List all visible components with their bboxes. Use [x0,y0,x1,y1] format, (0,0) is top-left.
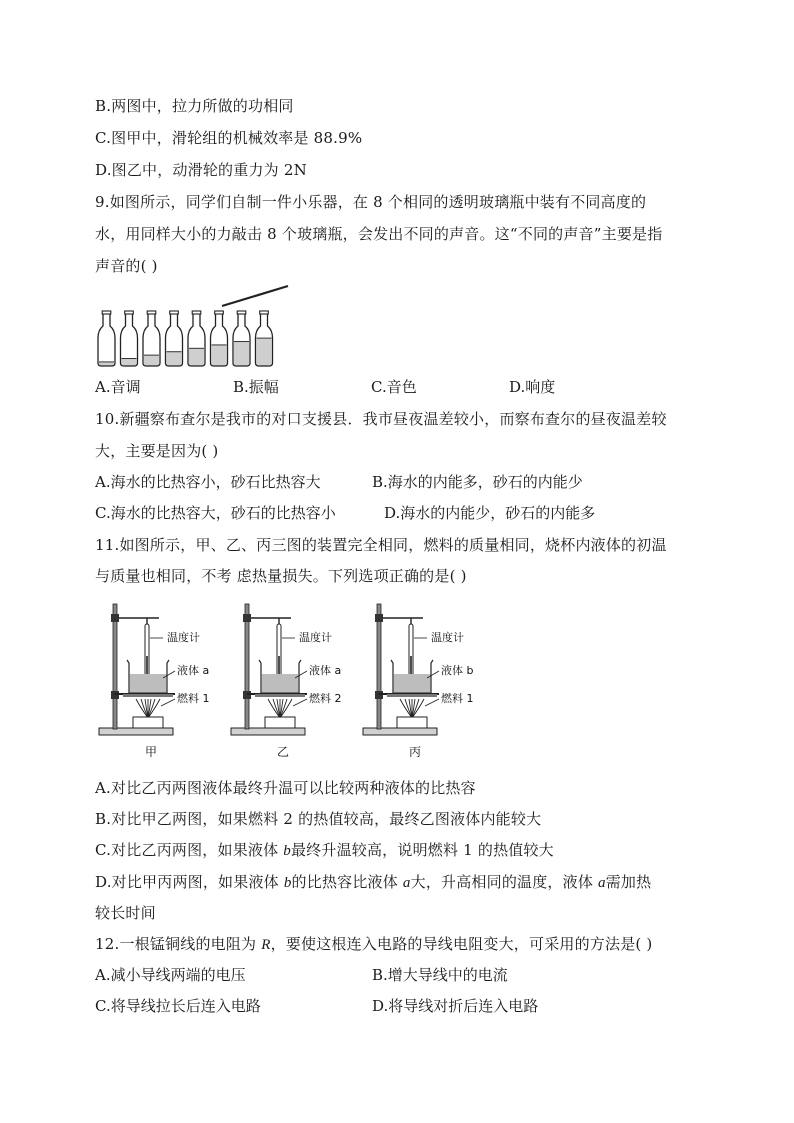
glass-bottle [256,311,273,366]
fuel-label: 燃料 1 [441,692,474,705]
bottle-lip [102,311,111,314]
q11-stem-line1: 11.如图所示，甲、乙、丙三图的装置完全相同，燃料的质量相同，烧杯内液体的初温 [95,536,667,554]
stand-pole [245,604,249,729]
wire-gauze [255,694,305,697]
q9-stem-line1: 9.如图所示，同学们自制一件小乐器，在 8 个相同的透明玻璃瓶中装有不同高度的 [95,193,647,211]
glass-bottle [188,311,205,366]
bottle-lip [237,311,246,314]
bottle-water [234,342,249,366]
fuel-burner [133,717,163,728]
clamp-boss [243,614,251,622]
q12-option-b: B.增大导线中的电流 [372,966,508,984]
q9-stem-line2: 水，用同样大小的力敲击 8 个玻璃瓶，会发出不同的声音。这“不同的声音”主要是指 [95,225,663,243]
bottle-lip [215,311,224,314]
q11-option-d: D.对比甲丙两图，如果液体 b的比热容比液体 a大，升高相同的温度，液体 a需加热 [95,873,652,891]
q10-stem-line2: 大，主要是因为( ) [95,442,219,460]
flame-icon [136,699,160,718]
bottle-water [257,338,272,366]
bottle-lip [170,311,179,314]
bottle-lip [192,311,201,314]
beaker-liquid [394,674,431,692]
q9-option-c: C.音色 [371,378,417,396]
stand-pole [377,604,381,729]
q8-option-c: C.图甲中，滑轮组的机械效率是 88.9% [95,129,363,147]
q8-option-b: B.两图中，拉力所做的功相同 [95,97,294,115]
q10-option-c: C.海水的比热容大，砂石的比热容小 [95,504,336,522]
q10-option-a: A.海水的比热容小，砂石比热容大 [95,473,321,491]
beaker-liquid [130,674,167,692]
q12-stem: 12.一根锰铜线的电阻为 R，要使这根连入电路的导线电阻变大，可采用的方法是( ) [95,935,653,953]
glass-bottle [233,311,250,366]
q11-option-d-continued: 较长时间 [95,904,156,922]
figure-caption: 丙 [409,745,422,759]
figure-caption: 乙 [277,745,290,759]
liquid-label: 液体 b [441,664,474,677]
heating-apparatus [99,604,210,759]
fuel-label: 燃料 2 [309,692,342,705]
q9-stem-line3: 声音的( ) [95,257,158,275]
striking-rod [222,286,288,306]
bottle-water [167,352,182,366]
clamp-boss [111,614,119,622]
bottle-water [189,348,204,366]
glass-bottle [166,311,183,366]
q12-option-a: A.减小导线两端的电压 [95,966,246,984]
thermometer-label: 温度计 [167,631,200,644]
figure-caption: 甲 [145,745,158,759]
q9-option-a: A.音调 [95,378,141,396]
q11-stem-line2: 与质量也相同，不考 虑热量损失。下列选项正确的是( ) [95,567,467,585]
bottle-water [144,355,159,366]
q10-stem-line1: 10.新疆察布查尔是我市的对口支援县．我市昼夜温差较小，而察布查尔的昼夜温差较 [95,410,667,428]
bottle-water [212,345,227,366]
bottle-lip [125,311,134,314]
beaker-liquid [262,674,299,692]
bottle-water [122,359,137,366]
thermometer-label: 温度计 [431,631,464,644]
glass-bottle [211,311,228,366]
liquid-label: 液体 a [309,664,342,677]
bottle-lip [147,311,156,314]
flame-icon [400,699,424,718]
q11-apparatus-figures [95,598,495,768]
flame-icon [268,699,292,718]
q12-option-c: C.将导线拉长后连入电路 [95,997,261,1015]
glass-bottle [121,311,138,366]
fuel-burner [265,717,295,728]
wire-gauze [123,694,173,697]
stand-base [363,728,437,735]
stand-base [99,728,173,735]
q9-bottles-figure [90,280,300,372]
q11-option-a: A.对比乙丙两图液体最终升温可以比较两种液体的比热容 [95,779,476,797]
bottle-outline [98,314,115,366]
thermometer-label: 温度计 [299,631,332,644]
liquid-label: 液体 a [177,664,210,677]
glass-bottle [143,311,160,366]
heating-apparatus [231,604,342,759]
q10-option-d: D.海水的内能少，砂石的内能多 [384,504,596,522]
q9-option-d: D.响度 [509,378,556,396]
q11-option-b: B.对比甲乙两图，如果燃料 2 的热值较高，最终乙图液体内能较大 [95,810,542,828]
clamp-boss [375,614,383,622]
fuel-label: 燃料 1 [177,692,210,705]
glass-bottle [98,311,115,366]
q8-option-d: D.图乙中，动滑轮的重力为 2N [95,161,307,179]
bottle-lip [260,311,269,314]
q9-option-b: B.振幅 [233,378,279,396]
wire-gauze [387,694,437,697]
fuel-burner [397,717,427,728]
heating-apparatus [363,604,474,759]
stand-base [231,728,305,735]
q11-option-c: C.对比乙丙两图，如果液体 b最终升温较高，说明燃料 1 的热值较大 [95,841,554,859]
q12-option-d: D.将导线对折后连入电路 [372,997,539,1015]
stand-pole [113,604,117,729]
q10-option-b: B.海水的内能多，砂石的内能少 [372,473,583,491]
